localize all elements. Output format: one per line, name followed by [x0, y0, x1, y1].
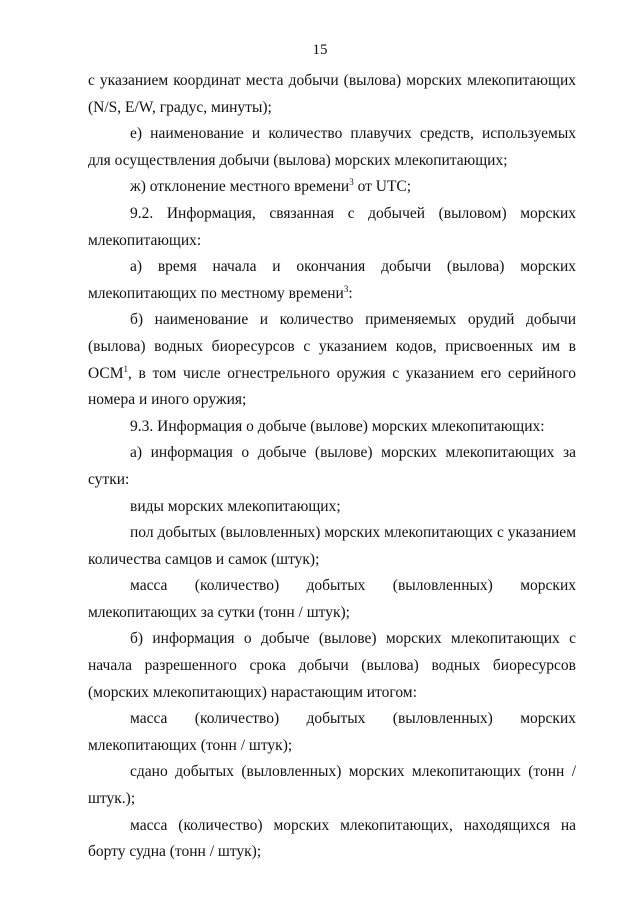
document-body	[88, 68, 576, 866]
paragraph	[88, 201, 576, 254]
paragraph-text: е) наименование и количество плавучих средств, используемых для осуществления добычи (вылова) морских млекопитающих;	[88, 125, 576, 169]
paragraph	[88, 414, 576, 441]
paragraph-text: пол добытых (выловленных) морских млекопитающих с указанием количества самцов и самок (штук);	[88, 524, 576, 568]
paragraph-text-continued: , в том числе огнестрельного оружия с указанием его серийного номера и иного оружия;	[88, 364, 576, 409]
paragraph	[88, 813, 576, 866]
paragraph	[88, 706, 576, 759]
paragraph-text: масса (количество) морских млекопитающих, находящихся на борту судна (тонн / штук);	[88, 816, 576, 861]
paragraph	[88, 121, 576, 174]
paragraph-text: 9.2. Информация, связанная с добычей (выловом) морских млекопитающих:	[88, 204, 576, 249]
paragraph	[88, 573, 576, 626]
paragraph	[88, 759, 576, 812]
paragraph-text: 9.3. Информация о добыче (вылове) морских млекопитающих:	[130, 417, 545, 435]
footnote-reference: 3	[349, 177, 354, 188]
paragraph-text-continued: :	[348, 284, 353, 302]
page-number: 15	[312, 42, 328, 58]
paragraph	[88, 68, 576, 121]
paragraph	[88, 440, 576, 493]
paragraph	[88, 307, 576, 413]
paragraph-text: сдано добытых (выловленных) морских млекопитающих (тонн / штук.);	[88, 763, 576, 808]
paragraph-text: масса (количество) добытых (выловленных) морских млекопитающих за сутки (тонн / штук);	[88, 577, 576, 621]
paragraph-text: с указанием координат места добычи (вылова) морских млекопитающих (N/S, E/W, градус, минуты);	[88, 72, 576, 116]
paragraph	[88, 626, 576, 706]
paragraph-text: а) время начала и окончания добычи (вылова) морских млекопитающих по местному времени	[88, 258, 576, 302]
paragraph-text: а) информация о добыче (вылове) морских млекопитающих за сутки:	[88, 444, 576, 488]
paragraph	[88, 174, 576, 201]
paragraph-text-continued: от UTC;	[353, 178, 412, 196]
paragraph-text: б) наименование и количество применяемых орудий добычи (вылова) водных биоресурсов с указанием кодов, присвоенных им в ОСМ	[88, 311, 576, 382]
paragraph-text: б) информация о добыче (вылове) морских млекопитающих с начала разрешенного срока добычи (вылова) водных биоресурсов (морских млекопитающих) нарастающим итогом:	[88, 630, 576, 701]
paragraph-text: ж) отклонение местного времени	[130, 178, 350, 196]
paragraph	[88, 494, 576, 521]
footnote-reference: 1	[123, 363, 129, 374]
paragraph-text: виды морских млекопитающих;	[130, 497, 341, 515]
paragraph	[88, 254, 576, 307]
footnote-reference: 3	[343, 283, 349, 294]
paragraph	[88, 520, 576, 573]
paragraph-text: масса (количество) добытых (выловленных) морских млекопитающих (тонн / штук);	[88, 710, 576, 754]
